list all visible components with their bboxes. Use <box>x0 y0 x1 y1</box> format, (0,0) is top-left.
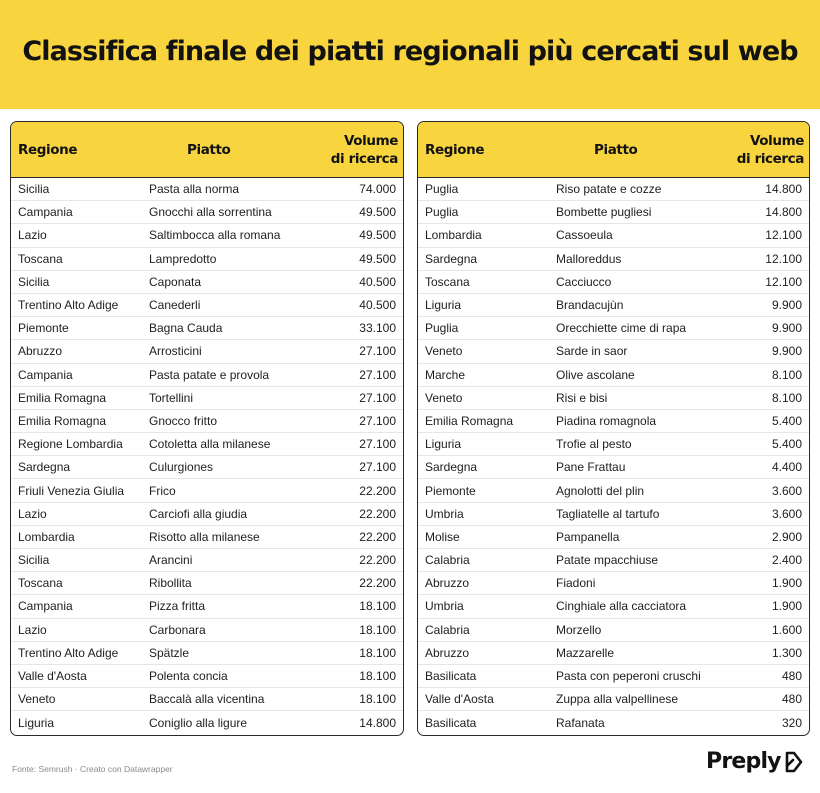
table-row <box>11 572 403 595</box>
dish-cell: Pasta alla norma <box>149 182 240 197</box>
dish-cell: Polenta concia <box>149 669 228 684</box>
region-cell: Abruzzo <box>18 344 63 359</box>
region-cell: Campania <box>18 367 73 382</box>
volume-cell: 4.400 <box>771 460 802 475</box>
preply-mark-icon <box>784 750 804 774</box>
ranking-table-left <box>10 121 404 736</box>
dish-cell: Arancini <box>149 553 193 568</box>
table-row <box>418 224 809 247</box>
volume-cell: 1.900 <box>771 599 802 614</box>
dish-cell: Pampanella <box>556 529 620 544</box>
region-cell: Liguria <box>425 298 462 313</box>
volume-cell: 320 <box>781 715 802 730</box>
header-region: Regione <box>18 141 78 158</box>
volume-cell: 9.900 <box>771 344 802 359</box>
table-row <box>418 479 809 502</box>
table-row <box>11 665 403 688</box>
table-row <box>418 387 809 410</box>
region-cell: Puglia <box>425 182 459 197</box>
table-row <box>11 549 403 572</box>
volume-cell: 1.300 <box>771 645 802 660</box>
volume-cell: 27.100 <box>359 390 396 405</box>
table-row <box>11 456 403 479</box>
region-cell: Molise <box>425 529 460 544</box>
table-row <box>418 549 809 572</box>
region-cell: Veneto <box>425 344 463 359</box>
region-cell: Puglia <box>425 205 459 220</box>
table-row <box>418 595 809 618</box>
region-cell: Puglia <box>425 321 459 336</box>
region-cell: Toscana <box>18 251 63 266</box>
table-row <box>11 224 403 247</box>
volume-cell: 9.900 <box>771 321 802 336</box>
region-cell: Liguria <box>425 437 462 452</box>
table-row <box>11 595 403 618</box>
region-cell: Veneto <box>18 692 56 707</box>
table-row <box>11 433 403 456</box>
dish-cell: Gnocco fritto <box>149 413 218 428</box>
table-row <box>11 619 403 642</box>
table-row <box>11 201 403 224</box>
volume-cell: 8.100 <box>771 367 802 382</box>
dish-cell: Ribollita <box>149 576 192 591</box>
volume-cell: 74.000 <box>359 182 396 197</box>
table-row <box>418 201 809 224</box>
table-row <box>418 526 809 549</box>
volume-cell: 40.500 <box>359 298 396 313</box>
dish-cell: Pasta patate e provola <box>149 367 270 382</box>
region-cell: Marche <box>425 367 466 382</box>
source-note: Fonte: Semrush · Creato con Datawrapper <box>12 764 173 774</box>
table-row <box>11 271 403 294</box>
volume-cell: 22.200 <box>359 553 396 568</box>
volume-cell: 480 <box>781 692 802 707</box>
table-row <box>418 619 809 642</box>
volume-cell: 18.100 <box>359 669 396 684</box>
header-volume-line2: di ricerca <box>736 150 804 167</box>
table-row <box>11 711 403 734</box>
table-header <box>418 122 809 178</box>
table-row <box>418 503 809 526</box>
region-cell: Sicilia <box>18 274 50 289</box>
table-row <box>11 294 403 317</box>
volume-cell: 2.400 <box>771 553 802 568</box>
dish-cell: Pane Frattau <box>556 460 626 475</box>
table-row <box>418 271 809 294</box>
table-row <box>11 178 403 201</box>
table-body <box>418 178 809 735</box>
table-row <box>418 665 809 688</box>
region-cell: Sardegna <box>425 251 478 266</box>
volume-cell: 480 <box>781 669 802 684</box>
dish-cell: Sarde in saor <box>556 344 628 359</box>
region-cell: Toscana <box>18 576 63 591</box>
region-cell: Campania <box>18 205 73 220</box>
region-cell: Campania <box>18 599 73 614</box>
volume-cell: 27.100 <box>359 367 396 382</box>
volume-cell: 27.100 <box>359 344 396 359</box>
title-banner <box>0 0 820 109</box>
region-cell: Lombardia <box>18 529 75 544</box>
dish-cell: Pizza fritta <box>149 599 206 614</box>
table-row <box>11 526 403 549</box>
region-cell: Calabria <box>425 622 470 637</box>
dish-cell: Pasta con peperoni cruschi <box>556 669 701 684</box>
table-row <box>418 572 809 595</box>
volume-cell: 49.500 <box>359 205 396 220</box>
dish-cell: Risotto alla milanese <box>149 529 260 544</box>
region-cell: Trentino Alto Adige <box>18 298 119 313</box>
volume-cell: 14.800 <box>359 715 396 730</box>
volume-cell: 3.600 <box>771 506 802 521</box>
table-row <box>418 178 809 201</box>
volume-cell: 12.100 <box>765 228 802 243</box>
volume-cell: 22.200 <box>359 529 396 544</box>
table-row <box>418 340 809 363</box>
dish-cell: Bombette pugliesi <box>556 205 652 220</box>
volume-cell: 2.900 <box>771 529 802 544</box>
table-row <box>418 410 809 433</box>
volume-cell: 12.100 <box>765 274 802 289</box>
volume-cell: 18.100 <box>359 622 396 637</box>
dish-cell: Lampredotto <box>149 251 217 266</box>
header-dish: Piatto <box>187 141 231 158</box>
dish-cell: Tortellini <box>149 390 194 405</box>
region-cell: Piemonte <box>425 483 476 498</box>
dish-cell: Olive ascolane <box>556 367 635 382</box>
region-cell: Emilia Romagna <box>18 390 107 405</box>
dish-cell: Cacciucco <box>556 274 612 289</box>
region-cell: Valle d'Aosta <box>18 669 87 684</box>
header-volume <box>318 132 398 168</box>
dish-cell: Bagna Cauda <box>149 321 223 336</box>
dish-cell: Risi e bisi <box>556 390 608 405</box>
volume-cell: 18.100 <box>359 645 396 660</box>
volume-cell: 5.400 <box>771 437 802 452</box>
table-row <box>11 364 403 387</box>
volume-cell: 1.900 <box>771 576 802 591</box>
region-cell: Friuli Venezia Giulia <box>18 483 125 498</box>
dish-cell: Coniglio alla ligure <box>149 715 248 730</box>
header-volume <box>724 132 804 168</box>
table-row <box>418 317 809 340</box>
dish-cell: Agnolotti del plin <box>556 483 645 498</box>
volume-cell: 9.900 <box>771 298 802 313</box>
dish-cell: Morzello <box>556 622 602 637</box>
volume-cell: 22.200 <box>359 483 396 498</box>
region-cell: Trentino Alto Adige <box>18 645 119 660</box>
ranking-table-right <box>417 121 810 736</box>
region-cell: Lazio <box>18 506 47 521</box>
dish-cell: Culurgiones <box>149 460 214 475</box>
dish-cell: Frico <box>149 483 176 498</box>
table-row <box>418 711 809 734</box>
dish-cell: Cassoeula <box>556 228 613 243</box>
dish-cell: Orecchiette cime di rapa <box>556 321 687 336</box>
dish-cell: Saltimbocca alla romana <box>149 228 281 243</box>
region-cell: Sardegna <box>18 460 71 475</box>
dish-cell: Brandacujùn <box>556 298 624 313</box>
region-cell: Valle d'Aosta <box>425 692 494 707</box>
volume-cell: 49.500 <box>359 228 396 243</box>
volume-cell: 40.500 <box>359 274 396 289</box>
dish-cell: Spätzle <box>149 645 190 660</box>
table-row <box>11 688 403 711</box>
table-row <box>11 410 403 433</box>
dish-cell: Carciofi alla giudia <box>149 506 248 521</box>
region-cell: Veneto <box>425 390 463 405</box>
dish-cell: Baccalà alla vicentina <box>149 692 265 707</box>
table-row <box>11 387 403 410</box>
table-row <box>418 364 809 387</box>
region-cell: Umbria <box>425 506 464 521</box>
region-cell: Abruzzo <box>425 576 470 591</box>
volume-cell: 49.500 <box>359 251 396 266</box>
table-row <box>418 248 809 271</box>
region-cell: Regione Lombardia <box>18 437 123 452</box>
dish-cell: Cotoletta alla milanese <box>149 437 271 452</box>
dish-cell: Fiadoni <box>556 576 596 591</box>
region-cell: Piemonte <box>18 321 69 336</box>
preply-logo <box>706 748 804 774</box>
dish-cell: Gnocchi alla sorrentina <box>149 205 272 220</box>
region-cell: Sicilia <box>18 182 50 197</box>
header-volume-line1: Volume <box>749 132 804 149</box>
volume-cell: 1.600 <box>771 622 802 637</box>
table-row <box>418 642 809 665</box>
volume-cell: 33.100 <box>359 321 396 336</box>
volume-cell: 22.200 <box>359 506 396 521</box>
dish-cell: Tagliatelle al tartufo <box>556 506 660 521</box>
header-volume-line1: Volume <box>343 132 398 149</box>
region-cell: Calabria <box>425 553 470 568</box>
dish-cell: Cinghiale alla cacciatora <box>556 599 687 614</box>
table-body <box>11 178 403 735</box>
region-cell: Emilia Romagna <box>18 413 107 428</box>
table-row <box>418 294 809 317</box>
region-cell: Basilicata <box>425 715 477 730</box>
dish-cell: Piadina romagnola <box>556 413 657 428</box>
header-region: Regione <box>425 141 485 158</box>
header-volume-line2: di ricerca <box>330 150 398 167</box>
volume-cell: 3.600 <box>771 483 802 498</box>
table-row <box>11 642 403 665</box>
region-cell: Sicilia <box>18 553 50 568</box>
table-row <box>11 479 403 502</box>
table-row <box>418 456 809 479</box>
volume-cell: 18.100 <box>359 692 396 707</box>
volume-cell: 22.200 <box>359 576 396 591</box>
region-cell: Emilia Romagna <box>425 413 514 428</box>
region-cell: Lombardia <box>425 228 482 243</box>
volume-cell: 8.100 <box>771 390 802 405</box>
header-dish: Piatto <box>594 141 638 158</box>
volume-cell: 18.100 <box>359 599 396 614</box>
table-row <box>11 503 403 526</box>
dish-cell: Zuppa alla valpellinese <box>556 692 679 707</box>
region-cell: Toscana <box>425 274 470 289</box>
dish-cell: Arrosticini <box>149 344 202 359</box>
volume-cell: 27.100 <box>359 413 396 428</box>
region-cell: Lazio <box>18 622 47 637</box>
dish-cell: Malloreddus <box>556 251 622 266</box>
dish-cell: Rafanata <box>556 715 605 730</box>
table-row <box>11 248 403 271</box>
dish-cell: Riso patate e cozze <box>556 182 662 197</box>
dish-cell: Carbonara <box>149 622 206 637</box>
volume-cell: 5.400 <box>771 413 802 428</box>
dish-cell: Trofie al pesto <box>556 437 632 452</box>
table-header <box>11 122 403 178</box>
table-row <box>418 433 809 456</box>
dish-cell: Patate mpacchiuse <box>556 553 659 568</box>
region-cell: Umbria <box>425 599 464 614</box>
volume-cell: 12.100 <box>765 251 802 266</box>
dish-cell: Canederli <box>149 298 201 313</box>
region-cell: Lazio <box>18 228 47 243</box>
logo-text: Preply <box>706 748 781 774</box>
table-row <box>418 688 809 711</box>
volume-cell: 27.100 <box>359 460 396 475</box>
page-title: Classifica finale dei piatti regionali più cercati sul web <box>22 36 798 67</box>
volume-cell: 27.100 <box>359 437 396 452</box>
dish-cell: Caponata <box>149 274 202 289</box>
dish-cell: Mazzarelle <box>556 645 615 660</box>
region-cell: Liguria <box>18 715 55 730</box>
region-cell: Basilicata <box>425 669 477 684</box>
volume-cell: 14.800 <box>765 205 802 220</box>
table-row <box>11 317 403 340</box>
region-cell: Sardegna <box>425 460 478 475</box>
region-cell: Abruzzo <box>425 645 470 660</box>
table-row <box>11 340 403 363</box>
volume-cell: 14.800 <box>765 182 802 197</box>
